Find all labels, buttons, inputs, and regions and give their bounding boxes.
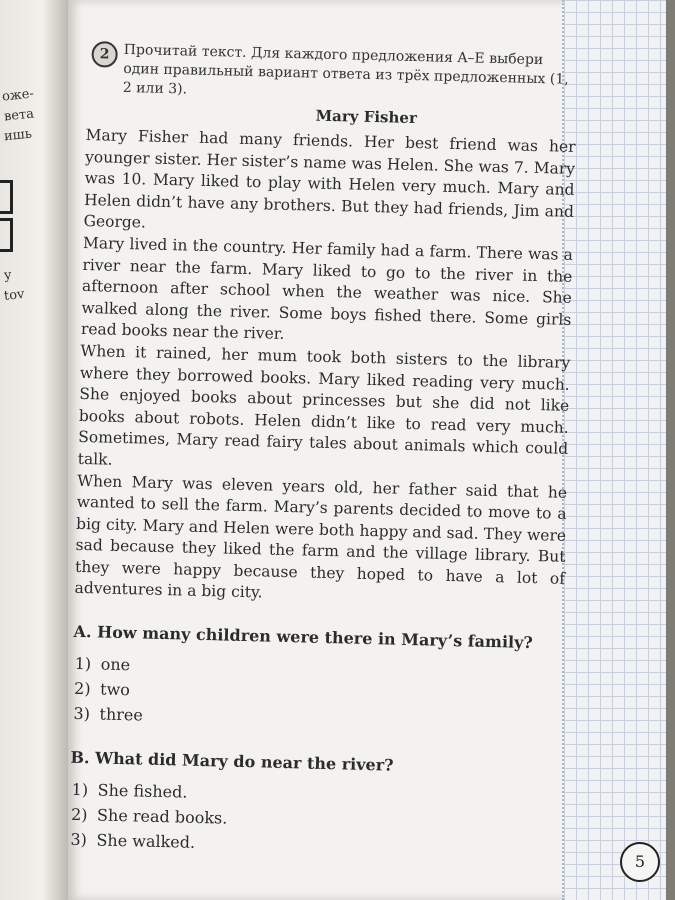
story-paragraph: Mary lived in the country. Her family had a farm. There was a river near the farm. Mary liked to go to the river in the afternoon after school when the weather was nice. She walked along the river. Some boys fished there. Some girls read books near the river. <box>80 233 574 344</box>
question-text: A. How many children were there in Mary’s family? <box>73 621 534 653</box>
story-paragraph: When Mary was eleven years old, her father said that he wanted to sell the farm. Mary’s parents decided to move to a big city. Mary and Helen were both happy and sad. They were sad because they liked the farm and the village library. But they were happy because they hoped to have a lot of adventures in a big city. <box>74 471 568 602</box>
story-title: Mary Fisher <box>315 106 418 128</box>
page-edge <box>666 0 675 900</box>
answer-option: 3) three <box>73 703 144 725</box>
story-paragraph: When it rained, her mum took both sisters to the library where they borrowed books. Mary liked reading very much. She enjoyed books about princesses but she did not like books about robots. Helen didn’t like to read very much. Sometimes, Mary read fairy tales about animals which could talk. <box>77 341 571 469</box>
question-text: B. What did Mary do near the river? <box>70 747 394 775</box>
left-mark <box>0 180 13 214</box>
page-content <box>68 40 578 864</box>
instruction-text: Прочитай текст. Для каждого предложения A–E выбери один правильный вариант ответа из трёх предложенных (1, 2 или 3). <box>122 41 569 98</box>
left-fragment: tov <box>3 286 26 305</box>
answer-option: 2) two <box>73 678 131 700</box>
page-number: 5 <box>620 842 660 882</box>
previous-page-edge <box>0 0 70 900</box>
answer-option: 1) She fished. <box>71 779 188 802</box>
left-fragment: у <box>3 267 13 284</box>
question-a <box>71 622 563 738</box>
question-b <box>68 748 560 864</box>
left-mark <box>0 218 13 252</box>
answer-option: 2) She read books. <box>70 804 228 828</box>
answer-option: 1) one <box>74 653 131 675</box>
graph-paper-margin <box>562 0 668 900</box>
task-instruction <box>87 40 578 109</box>
left-fragment: оже- <box>1 86 35 105</box>
task-number-badge: 2 <box>91 41 118 68</box>
left-fragment: вета <box>3 106 35 125</box>
story-paragraph: Mary Fisher had many friends. Her best friend was her younger sister. Her sister’s name was Helen. She was 7. Mary was 10. Mary liked to play with Helen very much. Mary and Helen didn’t have any brothers. But they had friends, Jim and George. <box>83 125 576 232</box>
answer-option: 3) She walked. <box>70 829 196 852</box>
left-fragment: ишь <box>3 126 33 145</box>
